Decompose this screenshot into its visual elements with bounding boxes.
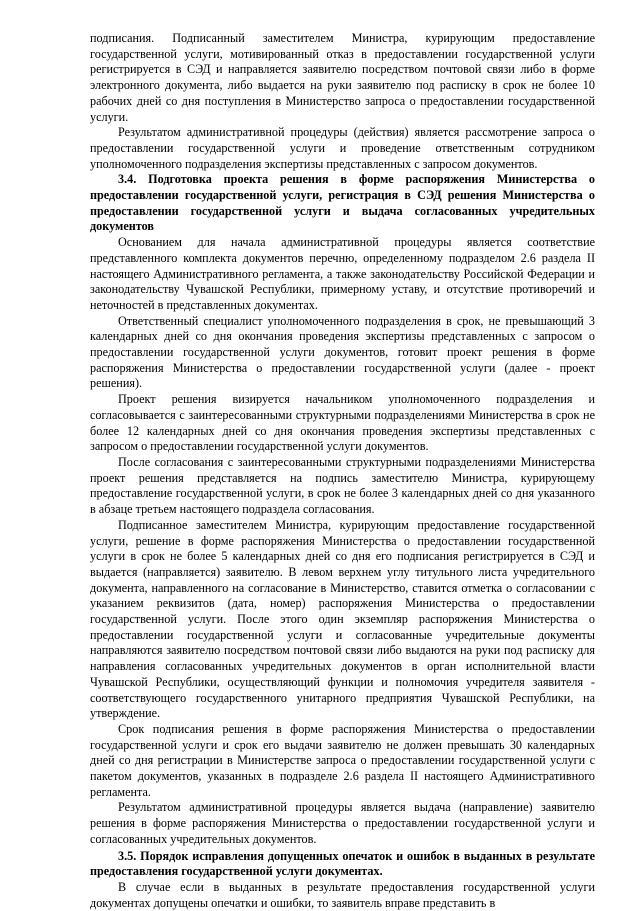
paragraph-signed-decision: Подписанное заместителем Министра, курирующим предоставление государственной услуги, решение в форме распоряжения Министерства о предоставлении государственной услуги в срок не более 5 календарных дней со дня его подписания регистрируется в СЭД и выдается (направляется) заявителю. В левом верхнем углу титульного листа учредительного документа, направленного на согласование в Министерство, ставится отметка о согласовании с указанием реквизитов (дата, номер) распоряжения Министерства о предоставлении государственной услуги. После этого один экземпляр распоряжения Министерства о предоставлении государственной услуги и согласованные учредительные документы направляются заявителю посредством почтовой связи либо выдаются на руки под расписку для направления согласованных учредительных документов в орган исполнительной власти Чувашской Республики, осуществляющий функции и полномочия учредителя заявителя - соответствующего государственного унитарного предприятия Чувашской Республики, на утверждение.: [90, 517, 595, 721]
paragraph-after-approval: После согласования с заинтересованными структурными подразделениями Министерства проект решения представляется на подпись заместителю Министра, курирующему предоставление государственной услуги, в срок не более 3 календарных дней со дня указанного в абзаце третьем настоящего подраздела согласования.: [90, 454, 595, 517]
section-heading-3-4: 3.4. Подготовка проекта решения в форме распоряжения Министерства о предоставлении государственной услуги, регистрация в СЭД решения Министерства о предоставлении государственной услуги и выдача согласованных учредительных документов: [90, 172, 595, 234]
paragraph-draft-visa: Проект решения визируется начальником уполномоченного подразделения и согласовывается с заинтересованными структурными подразделениями Министерства в срок не более 12 календарных дней со дня окончания проведения экспертизы представленных с запросом о предоставлении государственной услуги документов.: [90, 392, 595, 454]
paragraph-result-issuance: Результатом административной процедуры является выдача (направление) заявителю решения в форме распоряжения Министерства о предоставлении государственной услуги и согласованных учредительных документов.: [90, 800, 595, 846]
section-heading-3-5: 3.5. Порядок исправления допущенных опечаток и ошибок в выданных в результате предоставления государственной услуги документах.: [90, 848, 595, 879]
paragraph-responsible-specialist: Ответственный специалист уполномоченного подразделения в срок, не превышающий 3 календарных дней со дня окончания проведения экспертизы представленных с запросом о предоставлении государственной услуги документов, готовит проект решения в форме распоряжения Министерства о предоставлении государственной услуги (далее - проект решения).: [90, 313, 595, 391]
paragraph-continuation: подписания. Подписанный заместителем Министра, курирующим предоставление государственной услуги, мотивированный отказ в предоставлении государственной услуги регистрируется в СЭД и направляется заявителю посредством почтовой связи либо в форме электронного документа, либо выдается на руки заявителю под расписку в срок не более 10 рабочих дней со дня поступления в Министерство запроса о предоставлении государственной услуги.: [90, 31, 595, 124]
paragraph-signing-term: Срок подписания решения в форме распоряжения Министерства о предоставлении государственной услуги и срок его выдачи заявителю не должен превышать 30 календарных дней со дня регистрации в Министерстве запроса о предоставлении государственной услуги с пакетом документов, указанных в подразделе 2.6 раздела II настоящего Административного регламента.: [90, 721, 595, 799]
paragraph-errors-correction: В случае если в выданных в результате предоставления государственной услуги документах допущены опечатки и ошибки, то заявитель вправе представить в: [90, 879, 595, 910]
paragraph-result-consideration: Результатом административной процедуры (действия) является рассмотрение запроса о предоставлении государственной услуги и проведение ответственным сотрудником уполномоченного подразделения экспертизы представленных с запросом документов.: [90, 125, 595, 171]
paragraph-basis: Основанием для начала административной процедуры является соответствие представленного комплекта документов перечню, определенному подразделом 2.6 раздела II настоящего Административного регламента, а также законодательству Российской Федерации и законодательству Чувашской Республики, примерному уставу, и отсутствие противоречий и неточностей в представленных документах.: [90, 235, 595, 312]
